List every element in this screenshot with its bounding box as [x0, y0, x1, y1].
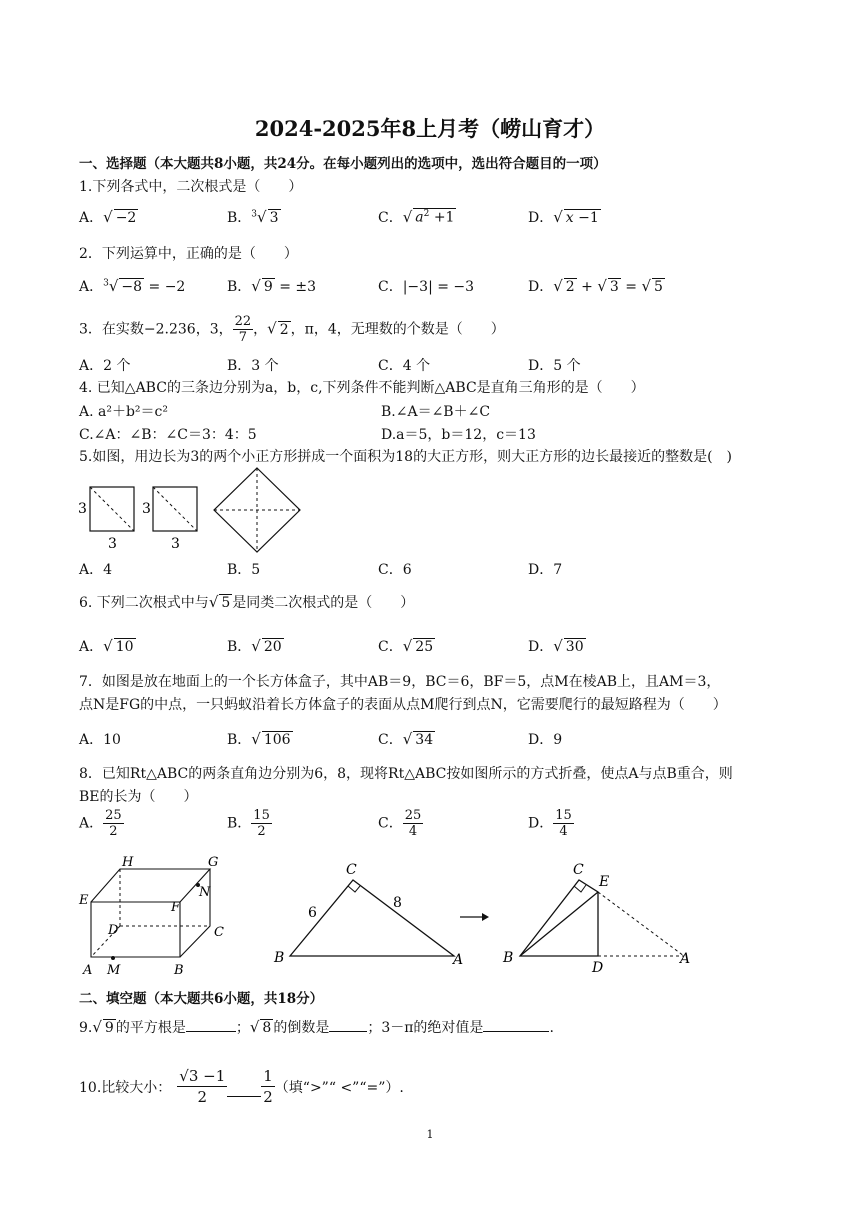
vertex-label: E	[79, 893, 89, 908]
section-heading-choice: 一、选择题（本大题共8小题，共24分。在每小题列出的选项中，选出符合题目的一项）	[79, 156, 607, 172]
q5-option-b: B．5	[227, 562, 261, 578]
vertex-label: B	[274, 950, 285, 966]
q4-option-d: D.a＝5，b＝12，c＝13	[381, 427, 536, 443]
question-4-stem: 4. 已知△ABC的三条边分别为a，b，c,下列条件不能判断△ABC是直角三角形的是（ ）	[79, 380, 645, 396]
q6-option-c: C．√ 25	[378, 637, 434, 655]
q7-option-a: A．10	[79, 732, 121, 748]
q5-option-a: A．4	[79, 562, 113, 578]
vertex-label: F	[171, 900, 181, 915]
q5-option-d: D．7	[528, 562, 563, 578]
side-label: 6	[308, 905, 317, 921]
vertex-label: B	[174, 963, 184, 978]
vertex-label: B	[503, 950, 514, 966]
vertex-label: H	[122, 855, 134, 870]
fold-line-be	[520, 892, 598, 956]
q3-option-d: D．5 个	[528, 358, 581, 374]
q6-option-d: D．√ 30	[528, 637, 584, 655]
page-number: 1	[426, 1128, 434, 1141]
question-8-line-2: BE的长为（ ）	[79, 789, 198, 805]
vertex-label: A	[83, 963, 93, 978]
dashed-edge-ea	[598, 892, 684, 956]
box-right-edges	[180, 869, 210, 957]
question-2-stem: 2．下列运算中，正确的是（ ）	[79, 246, 298, 262]
q2-option-a: A．$^3$√ −8 = −2	[79, 277, 186, 295]
vertex-label: N	[199, 885, 211, 900]
q8-option-b: B． $\frac{15}{2}$	[227, 808, 270, 839]
q6-option-b: B．√ 20	[227, 637, 282, 655]
q7-option-b: B．√ 106	[227, 730, 291, 748]
right-angle-mark	[348, 886, 360, 892]
section-heading-fill: 二、填空题（本大题共6小题，共18分）	[79, 991, 324, 1007]
q2-option-d: D．√ 2 + √ 3 = √ 5	[528, 277, 663, 295]
q2-option-c: C．|−3| = −3	[378, 279, 475, 295]
q8-option-a: A． $\frac{25}{2}$	[79, 808, 122, 839]
question-1-stem: 1.下列各式中，二次根式是（ ）	[79, 179, 303, 195]
box-top-edges	[91, 869, 210, 902]
question-7-line-1: 7．如图是放在地面上的一个长方体盒子，其中AB＝9，BC＝6，BF＝5，点M在棱AB上，且AM＝3，	[79, 674, 721, 690]
box-front-face	[91, 902, 180, 957]
folded-triangle	[520, 880, 598, 956]
point-m	[111, 956, 115, 960]
vertex-label: D	[592, 960, 604, 974]
vertex-label: E	[599, 874, 610, 890]
side-label: 3	[78, 501, 87, 517]
question-8-line-1: 8．已知Rt△ABC的两条直角边分别为6，8，现将Rt△ABC按如图所示的方式折叠，使点A与点B重合，则	[79, 766, 733, 782]
question-5-stem: 5.如图，用边长为3的两个小正方形拼成一个面积为18的大正方形，则大正方形的边长最接近的整数是( )	[79, 449, 733, 465]
question-7-line-2: 点N是FG的中点，一只蚂蚁沿着长方体盒子的表面从点M爬行到点N，它需要爬行的最短路程为（ ）	[79, 697, 727, 713]
small-square-2-diagonal	[153, 487, 197, 531]
box-figure	[76, 852, 236, 980]
triangle-figure	[268, 852, 478, 972]
side-label: 3	[142, 501, 151, 517]
q4-option-b: B.∠A＝∠B＋∠C	[381, 404, 491, 420]
side-label: 8	[393, 895, 402, 911]
q8-option-d: D． $\frac{15}{4}$	[528, 808, 572, 839]
q1-option-c: C．√ $a^2 +1$	[378, 208, 455, 226]
q1-option-a: A．√ −2	[79, 208, 137, 226]
q2-option-b: B．√ 9 = ±3	[227, 277, 317, 295]
vertex-label: C	[346, 862, 357, 878]
q7-option-c: C．√ 34	[378, 730, 434, 748]
q5-option-c: C．6	[378, 562, 412, 578]
page-title: 2024-2025年8上月考（崂山育才）	[254, 116, 606, 141]
question-9: 9.√ 9 的平方根是 ；√ 8 的倒数是 ；3－π的绝对值是 .	[79, 1018, 554, 1036]
side-label: 3	[171, 536, 180, 552]
question-3-stem: 3．在实数−2.236，3， $\frac{22}{7}$ ，√ 2 ，π，4，无理数的个数是（ ）	[79, 314, 505, 345]
vertex-label: M	[107, 963, 121, 978]
vertex-label: C	[573, 862, 584, 878]
right-angle-mark	[574, 885, 586, 892]
vertex-label: A	[453, 952, 464, 968]
q1-option-b: B．$^3$√ 3	[227, 208, 279, 226]
vertex-label: C	[214, 925, 224, 940]
question-6-stem: 6. 下列二次根式中与√ 5 是同类二次根式的是（ ）	[79, 593, 415, 611]
q4-option-c: C.∠A：∠B：∠C＝3：4：5	[79, 427, 257, 443]
side-label: 3	[108, 536, 117, 552]
q8-option-c: C． $\frac{25}{4}$	[378, 808, 422, 839]
q1-option-d: D．√ x −1	[528, 208, 599, 226]
q3-option-a: A．2 个	[79, 358, 131, 374]
vertex-label: D	[108, 923, 119, 938]
squares-figure	[76, 466, 306, 556]
q7-option-d: D．9	[528, 732, 563, 748]
folded-triangle-figure	[498, 852, 704, 974]
small-square-1-diagonal	[90, 487, 134, 531]
q4-option-a: A. a²＋b²＝c²	[79, 404, 168, 420]
vertex-label: G	[208, 855, 219, 870]
vertex-label: A	[680, 951, 691, 967]
q6-option-a: A．√ 10	[79, 637, 134, 655]
q3-option-c: C．4 个	[378, 358, 431, 374]
arrow-icon	[458, 910, 492, 924]
question-10: 10.比较大小： $\frac{√3 -1}{2}$ $\frac{1}{2}$ （填“>”“ <”“=”）.	[79, 1067, 404, 1106]
q3-option-b: B．3 个	[227, 358, 279, 374]
